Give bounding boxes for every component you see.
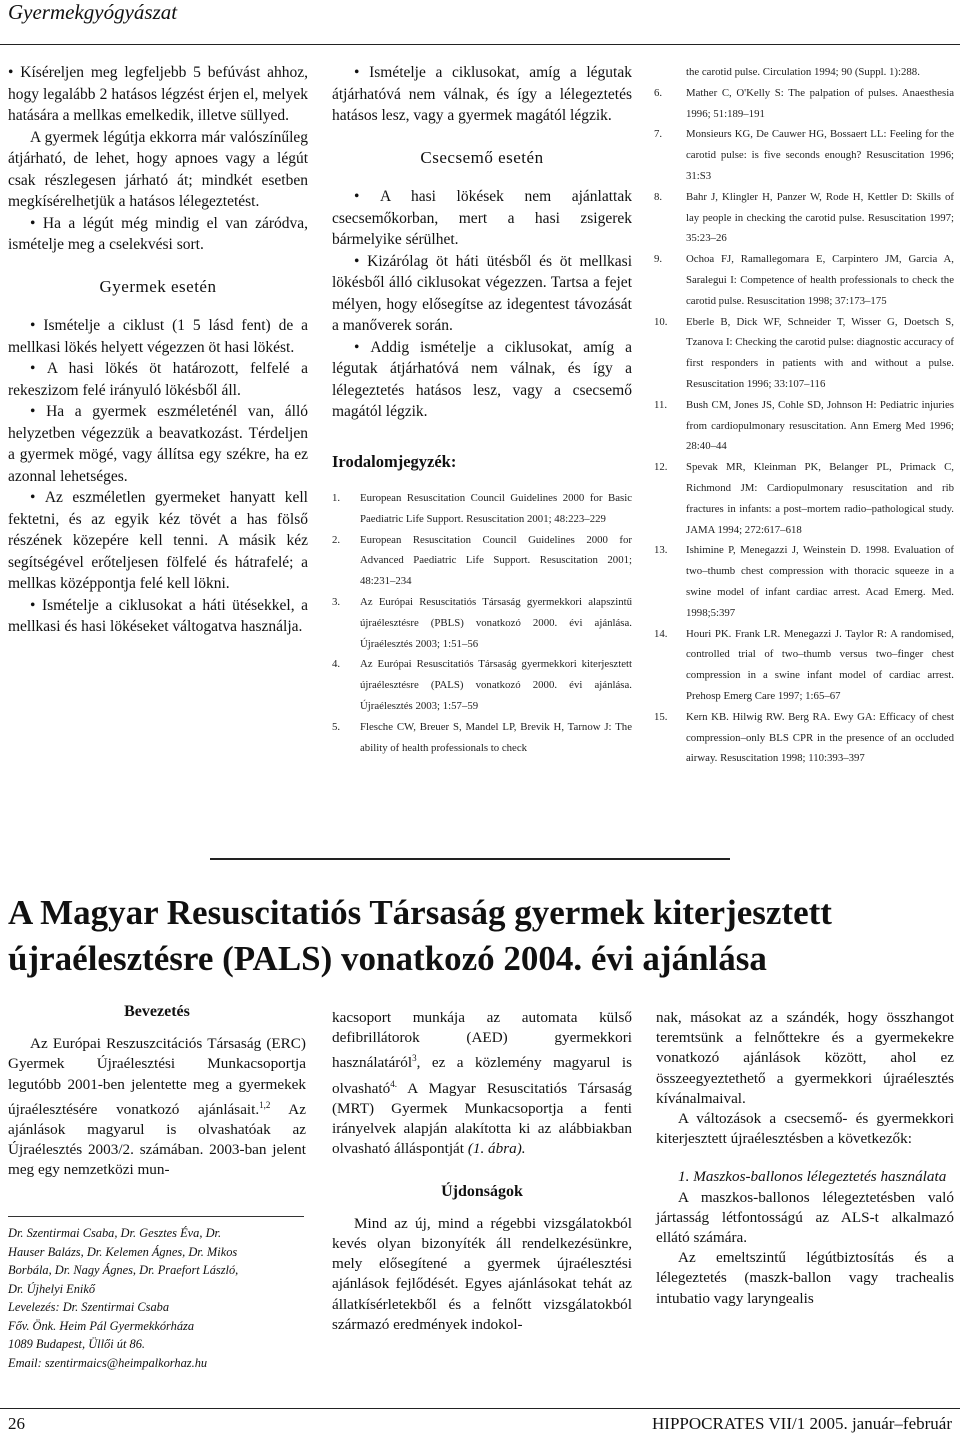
- bullet-item: • Kizárólag öt háti ütésből és öt mellkasi lökésből álló ciklusokat végezzen. Tartsa a fejet mélyen, hogy elősegítse az idegentest távozását a manőverek során.: [332, 251, 632, 337]
- references-list: [332, 488, 632, 758]
- reference-item: 8. Bahr J, Klingler H, Panzer W, Rode H, Kettler D: Skills of lay people in checking the carotid pulse. Resuscitation 1997; 35:23–26: [654, 190, 954, 245]
- column-3: [654, 62, 954, 769]
- journal-info: HIPPOCRATES VII/1 2005. január–február: [652, 1414, 952, 1433]
- author-line: Hauser Balázs, Dr. Kelemen Ágnes, Dr. Mikos: [8, 1244, 238, 1259]
- header-divider: [0, 44, 960, 45]
- bullet-item: • A hasi lökések nem ajánlattak csecsemőkorban, mert a hasi zsigerek bármelyike sérülhet.: [332, 186, 632, 251]
- paragraph: Az emeltszintű légútbiztosítás és a lélegeztetés (maszk-ballon vagy trachealis intubatio vagy laryngealis: [656, 1249, 954, 1307]
- subheading: Gyermek esetén: [99, 276, 217, 296]
- reference-item: 10. Eberle B, Dick WF, Schneider T, Wisser G, Doetsch S, Tzanova I: Checking the carotid pulse: diagnostic accuracy of first responders in patients with and without a pulse. Resuscitation 1996; 33:107–116: [654, 315, 954, 390]
- paragraph: Az Európai Reszuszcitációs Társaság (ERC) Gyermek Újraélesztési Munkacsoportja legutóbb 2001-ben jelentette meg a gyermekek újraélesztésére vonatkozó ajánlásait.$^{1,2}$ Az ajánlások magyarul is olvashatóak az Újraélesztés 2003/2. számában. 2003-ban jelent meg egy nemzetközi mun-: [8, 1035, 306, 1179]
- paragraph: A gyermek légútja ekkorra már valószínűleg átjárható, de lehet, hogy apnoes vagy a légút csak részlegesen járható át; mindkét esetben megkísérelhetjük a hatásos lélegeztetést.: [8, 128, 308, 210]
- paragraph: • Ha a légút még mindig el van záródva, ismételje meg a cselekvési sort.: [8, 213, 308, 256]
- page-number: 26: [8, 1414, 25, 1433]
- bullet-item: • Ha a gyermek eszméleténél van, álló helyzetben végezzük a beavatkozást. Térdeljen a gyermek mögé, vagy állítsa egy székre, ha ez azonnal lehetséges.: [8, 401, 308, 487]
- bullet-item: • Az eszméletlen gyermeket hanyatt kell fektetni, és az egyik kéz tövét a has fölső részének közepére kell tenni. A másik kéz segítségével erőteljesen fölfelé és hátrafelé; a mellkas középpontja felé kell lökni.: [8, 487, 308, 595]
- reference-item: 3. Az Európai Resuscitatiós Társaság gyermekkori alapszintű újraélesztésre (PBLS) vonatkozó 2000. évi ajánlása. Újraélesztés 2003; 1:51–56: [332, 595, 632, 650]
- references-heading: Irodalomjegyzék:: [332, 451, 457, 471]
- column-1: [8, 62, 308, 638]
- paragraph: A változások a csecsemő- és gyermekkori kiterjesztett újraélesztésben a következők:: [656, 1110, 954, 1148]
- author-email: Email: szentirmaics@heimpalkorhaz.hu: [8, 1355, 208, 1370]
- reference-item: 15. Kern KB. Hilwig RW. Berg RA. Ewy GA: Efficacy of chest compression–only BLS CPR in the presence of an occluded airway. Resuscitation 1998; 110:393–397: [654, 710, 954, 765]
- bullet-item: • Ismételje a ciklust (1 5 lásd fent) de a mellkasi lökés helyett végezzen öt hasi lökést.: [8, 315, 308, 358]
- author-line: Levelezés: Dr. Szentirmai Csaba: [8, 1300, 170, 1314]
- reference-item: 4. Az Európai Resuscitatiós Társaság gyermekkori kiterjesztett újraélesztésre (PALS) vonatkozó 2000. évi ajánlása. Újraélesztés 2003; 1:57–59: [332, 658, 632, 712]
- section-header: Gyermekgyógyászat: [8, 0, 178, 24]
- bullet-item: • A hasi lökés öt határozott, felfelé a rekeszizom felé irányuló lökésből áll.: [8, 358, 308, 401]
- bullet-item: • Addig ismételje a ciklusokat, amíg a légutak átjárhatóvá nem válnak, és így a lélegeztetés hatásos lesz, vagy a csecsemő magától légzik.: [332, 337, 632, 423]
- paragraph: Mind az új, mind a régebbi vizsgálatokból kevés olyan bizonyíték áll rendelkezésünkre, mely elősegítené a gyermek újraélesztési ajánlások fejlődését. Egyes ajánlásokat tehát az állatkísérletekből és a felnőtt vizsgálatokból származó eredmények indokol-: [332, 1214, 632, 1333]
- reference-item: 9. Ochoa FJ, Ramallegomara E, Carpintero JM, Garcia A, Saralegui I: Competence of health professionals to check the carotid pulse. Resuscitation 1998; 37:173–175: [654, 253, 954, 307]
- paragraph: • Kíséreljen meg legfeljebb 5 befúvást ahhoz, hogy legalább 2 hatásos légzést érjen el, melyek hatására a mellkas emelkedik, illetve süllyed.: [8, 62, 308, 127]
- body-column-2: [332, 1008, 632, 1335]
- reference-item: 14. Houri PK. Frank LR. Menegazzi J. Taylor R: A randomised, controlled trial of two–thumb versus two–finger chest compression in a swine infant model of cardiac arrest. Prehosp Emerg Care 1997; 1:65–67: [654, 627, 954, 702]
- paragraph: • Ismételje a ciklusokat, amíg a légutak átjárhatóvá nem válnak, és így a lélegeztetés hatásos lesz, vagy a gyermek magától légzik.: [332, 62, 632, 127]
- section-divider: [210, 858, 730, 860]
- new-heading: Újdonságok: [441, 1182, 523, 1200]
- reference-item: 7. Monsieurs KG, De Cauwer HG, Bossaert LL: Feeling for the carotid pulse: is five seconds enough? Resuscitation 1996; 31:S3: [654, 128, 954, 182]
- reference-item: 2. European Resuscitation Council Guidelines 2000 for Advanced Paediatric Life Support. Resuscitation 2001; 48:231–234: [332, 533, 632, 588]
- reference-item: 11. Bush CM, Jones JS, Cohle SD, Johnson H: Pediatric injuries from cardiopulmonary resuscitation. Ann Emerg Med 1996; 28:40–44: [654, 398, 954, 453]
- intro-heading: Bevezetés: [124, 1003, 190, 1020]
- author-divider: [8, 1216, 304, 1217]
- author-line: 1089 Budapest, Üllői út 86.: [8, 1337, 145, 1351]
- paragraph: kacsoport munkája az automata külső defibrillátorok (AED) gyermekkori használatáról$^3$, ez a közlemény magyarul is olvasható$^{4.}$ A Magyar Resuscitatiós Társaság (MRT) Gyermek Munkacsoportja a fenti irányelvek alapján alakította ki az alábbiakban olvasható álláspontját (1. ábra).: [332, 1009, 632, 1158]
- subheading: Csecsemő esetén: [420, 147, 544, 167]
- reference-item: 6. Mather C, O'Kelly S: The palpation of pulses. Anaesthesia 1996; 51:189–191: [654, 86, 954, 120]
- paragraph: nak, másokat az a szándék, hogy összhangot teremtsünk a felnőttekre és a gyermekekre vonatkozó ajánlások között, ahol ez összeegyeztethető a gyermekkori újraélesztés kívánalmaival.: [656, 1009, 954, 1107]
- article-title: A Magyar Resuscitatiós Társaság gyermek kiterjesztett újraélesztésre (PALS) vonatkozó 2004. évi ajánlása: [8, 893, 832, 978]
- body-column-3: [656, 1008, 954, 1309]
- paragraph: A maszkos-ballonos lélegeztetésben való jártasság létfontosságú az ALS-t alkalmazó ellátó számára.: [656, 1188, 954, 1247]
- author-line: Dr. Szentirmai Csaba, Dr. Gesztes Éva, Dr.: [8, 1226, 222, 1240]
- column-2: [332, 62, 632, 758]
- footer-divider: [0, 1408, 960, 1409]
- reference-item: 5. Flesche CW, Breuer S, Mandel LP, Brevik H, Tarnow J: The ability of health professionals to check: [332, 720, 632, 754]
- references-list-continued: [654, 62, 954, 769]
- reference-item: 12. Spevak MR, Kleinman PK, Belanger PL, Primack C, Richmond JM: Cardiopulmonary resuscitation and rib fractures in infants: a post–mortem radio–pathological study. JAMA 1994; 272:617–618: [654, 461, 954, 536]
- reference-item: the carotid pulse. Circulation 1994; 90 (Suppl. 1):288.: [686, 66, 920, 78]
- author-info: [8, 1224, 308, 1372]
- author-line: Főv. Önk. Heim Pál Gyermekkórháza: [8, 1318, 195, 1333]
- bullet-item: • Ismételje a ciklusokat a háti ütésekkel, a mellkasi és hasi lökéseket váltogatva használja.: [8, 595, 308, 638]
- reference-item: 13. Ishimine P, Menegazzi J, Weinstein D. 1998. Evaluation of two–thumb chest compression with thoracic squeeze in a swine model of infant cardiac arrest. Acad Emerg. Med. 1998;5:397: [654, 544, 954, 619]
- reference-item: 1. European Resuscitation Council Guidelines 2000 for Basic Paediatric Life Support. Resuscitation 2001; 48:223–229: [332, 492, 632, 525]
- author-line: Borbála, Dr. Nagy Ágnes, Dr. Praefort László,: [8, 1263, 239, 1277]
- intro-column: [8, 1002, 306, 1181]
- author-line: Dr. Újhelyi Enikő: [8, 1281, 96, 1296]
- item-heading: 1. Maszkos-ballonos lélegeztetés használata: [678, 1168, 947, 1186]
